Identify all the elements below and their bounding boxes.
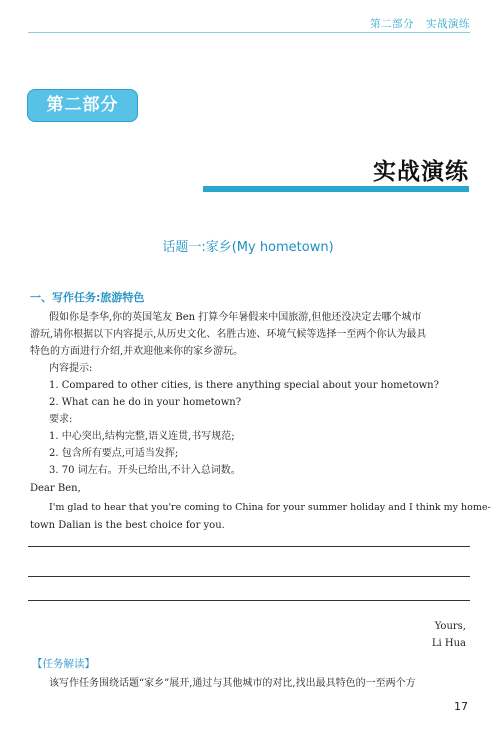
analysis-heading: 【任务解读】 <box>32 658 95 670</box>
topic-title: 话题一:家乡(My hometown) <box>162 240 334 255</box>
letter-line-2: town Dalian is the best choice for you. <box>30 520 225 531</box>
letter-closing: Yours, <box>434 621 466 632</box>
prompt-2: 2. What can he do in your hometown? <box>49 397 242 408</box>
title-underline-bar <box>203 186 469 192</box>
task-heading: 一、写作任务:旅游特色 <box>30 291 145 304</box>
prompt-1: 1. Compared to other cities, is there anything special about your hometown? <box>49 380 439 391</box>
letter-salutation: Dear Ben, <box>30 483 81 494</box>
prompt-label: 内容提示: <box>49 363 93 374</box>
header-section: 实战演练 <box>426 18 470 30</box>
requirement-2: 2. 包含所有要点,可适当发挥; <box>49 448 179 459</box>
requirement-3: 3. 70 词左右。开头已给出,不计入总词数。 <box>49 465 241 476</box>
requirement-1: 1. 中心突出,结构完整,语义连贯,书写规范; <box>49 431 235 442</box>
requirements-label: 要求: <box>49 414 73 425</box>
intro-line-3: 特色的方面进行介绍,并欢迎他来你的家乡游玩。 <box>30 346 244 357</box>
intro-line-2: 游玩,请你根据以下内容提示,从历史文化、名胜古迹、环境气候等选择一至两个你认为最具 <box>30 329 427 340</box>
writing-line-3 <box>28 600 470 601</box>
header-part: 第二部分 <box>370 18 414 30</box>
writing-line-2 <box>28 576 470 577</box>
letter-line-1: I'm glad to hear that you're coming to China for your summer holiday and I think my home- <box>49 502 491 513</box>
page-title: 实战演练 <box>373 158 469 185</box>
header-divider <box>28 32 470 33</box>
letter-signature: Li Hua <box>431 638 466 649</box>
writing-line-1 <box>28 546 470 547</box>
page-number: 17 <box>454 700 468 713</box>
running-header <box>370 16 470 31</box>
analysis-text: 该写作任务围绕话题“家乡”展开,通过与其他城市的对比,找出最具特色的一至两个方 <box>49 678 416 689</box>
part-badge: 第二部分 <box>27 89 138 122</box>
intro-line-1: 假如你是李华,你的英国笔友 Ben 打算今年暑假来中国旅游,但他还没决定去哪个城市 <box>49 312 422 323</box>
